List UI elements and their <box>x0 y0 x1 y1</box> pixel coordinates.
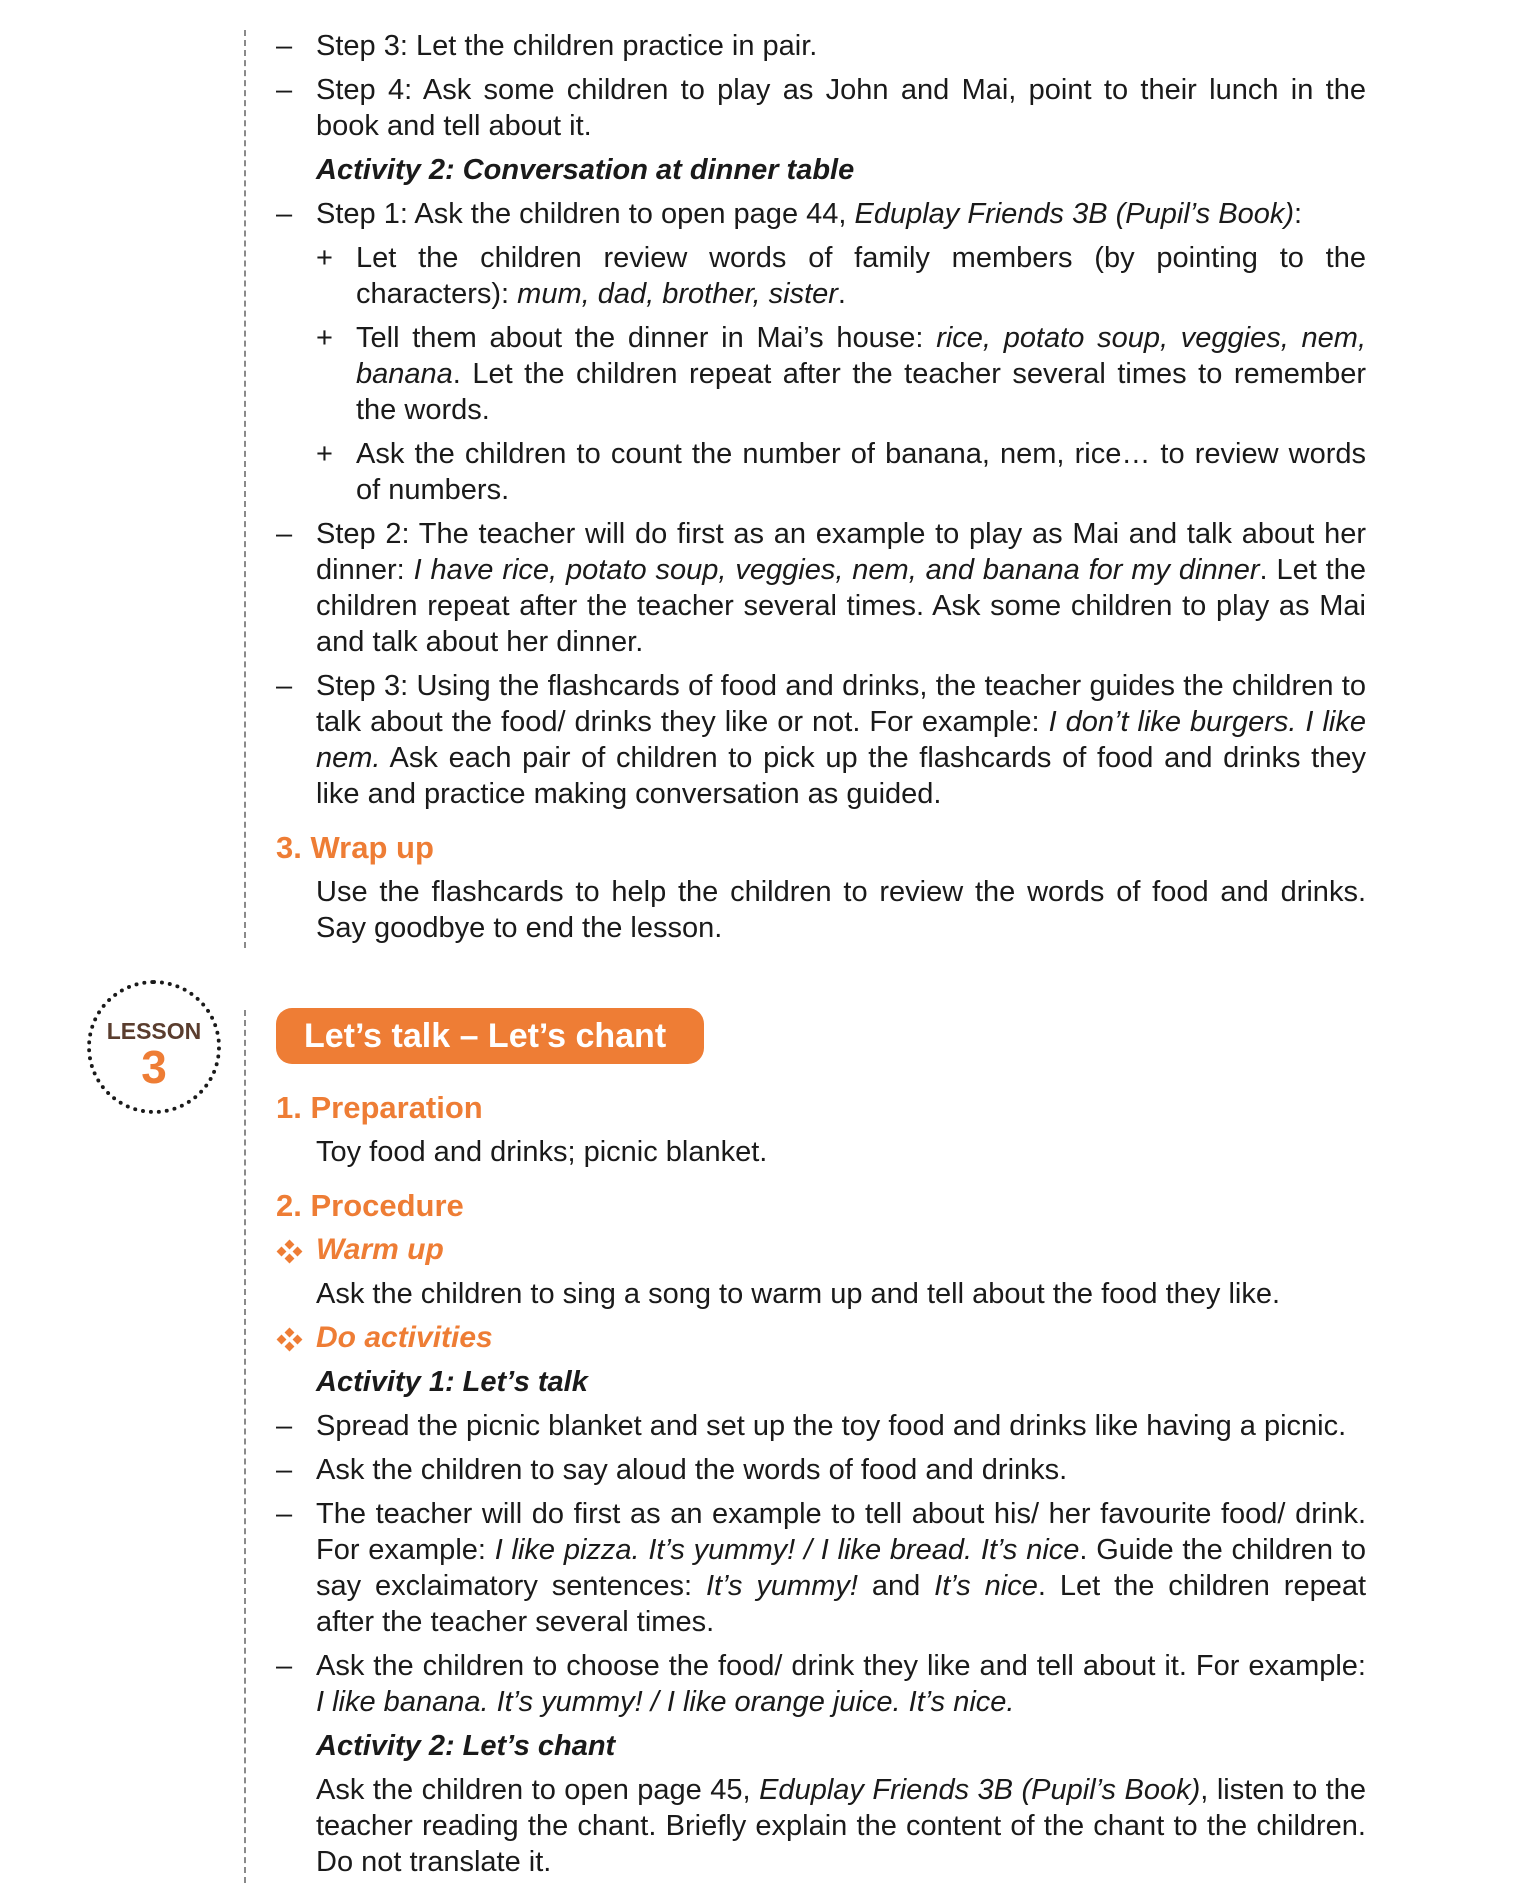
activity-title: Activity 2: Let’s chant <box>316 1730 616 1762</box>
example-words: rice, potato soup, veggies, nem, banana <box>356 322 1367 390</box>
lesson-banner: Let’s talk – Let’s chant <box>276 1008 704 1064</box>
step-text: The teacher will do first as an example to tell about his/ her favourite food/ drink. For example: <box>316 1498 1366 1566</box>
subheading-label: Warm up <box>316 1233 444 1266</box>
sub-list-item <box>276 240 1366 312</box>
page-content <box>276 28 1366 1888</box>
step-text: : <box>1294 198 1303 230</box>
activity-title: Activity 2: Conversation at dinner table <box>316 154 855 186</box>
example-words: mum, dad, brother, sister <box>517 278 838 310</box>
diamond-bullet-icon <box>278 1241 302 1261</box>
example-sentence: I don’t like burgers. I like nem. <box>316 706 1367 774</box>
example-sentence: I have rice, potato soup, veggies, nem, and banana for my dinner <box>413 554 1260 586</box>
lesson-badge-word: LESSON <box>106 1018 202 1044</box>
example-sentence: It’s yummy! <box>705 1570 858 1602</box>
margin-divider-bottom <box>244 1010 246 1883</box>
subheading-warm-up <box>276 1232 1366 1268</box>
margin-divider-top <box>244 30 246 948</box>
dash-marker: – <box>276 670 293 702</box>
activity-title: Activity 1: Let’s talk <box>316 1366 588 1398</box>
step-text: Ask the children to say aloud the words of food and drinks. <box>316 1454 1068 1486</box>
dash-marker: – <box>276 518 293 550</box>
diamond-bullet-icon <box>278 1329 302 1349</box>
subheading-label: Do activities <box>316 1321 493 1354</box>
list-item <box>276 1408 1366 1444</box>
lesson-badge-icon <box>87 980 221 1114</box>
section-heading-wrap-up: 3. Wrap up <box>276 830 434 865</box>
list-item <box>276 1648 1366 1720</box>
example-sentence: It’s nice <box>934 1570 1038 1602</box>
preparation-text: Toy food and drinks; picnic blanket. <box>316 1136 768 1168</box>
step-text: Step 1: Ask the children to open page 44, <box>316 198 855 230</box>
step-text: Step 3: Let the children practice in pair. <box>316 30 818 62</box>
list-item <box>276 1496 1366 1640</box>
step-text: Step 3: Using the flashcards of food and drinks, the teacher guides the children to talk about the food/ drinks they like or not. For example: <box>316 670 1366 738</box>
step-text: Step 4: Ask some children to play as John and Mai, point to their lunch in the book and tell about it. <box>316 74 1366 142</box>
book-title: Eduplay Friends 3B (Pupil’s Book) <box>759 1774 1201 1806</box>
sub-list-item <box>276 436 1366 508</box>
book-title: Eduplay Friends 3B (Pupil’s Book) <box>854 198 1295 230</box>
dash-marker: – <box>276 74 293 106</box>
step-text: and <box>857 1570 935 1602</box>
list-item <box>276 516 1366 660</box>
sub-text: . <box>837 278 846 310</box>
list-item <box>276 196 1366 232</box>
dash-marker: – <box>276 1410 293 1442</box>
step-text: Spread the picnic blanket and set up the toy food and drinks like having a picnic. <box>316 1410 1347 1442</box>
dash-marker: – <box>276 1454 293 1486</box>
sub-text: Let the children review words of family members (by pointing to the characters): <box>356 242 1366 310</box>
chant-instructions <box>276 1772 1366 1880</box>
sub-text: Ask the children to count the number of banana, nem, rice… to review words of numbers. <box>356 438 1366 506</box>
dash-marker: – <box>276 30 293 62</box>
step-text: . Guide the children to say exclaimatory sentences: <box>316 1534 1366 1602</box>
step-text: Ask the children to choose the food/ drink they like and tell about it. For example: <box>316 1650 1366 1682</box>
sub-text: . Let the children repeat after the teacher several times to remember the words. <box>356 358 1366 426</box>
step-text: Ask each pair of children to pick up the flashcards of food and drinks they like and practice making conversation as guided. <box>316 742 1366 810</box>
section-heading-preparation: 1. Preparation <box>276 1090 483 1125</box>
dash-marker: – <box>276 1498 293 1530</box>
step-text: Step 2: The teacher will do first as an example to play as Mai and talk about her dinner: <box>316 518 1366 586</box>
step-text: . Let the children repeat after the teacher several times. Ask some children to play as Mai and talk about her dinner. <box>316 554 1366 658</box>
lesson-badge-number: 3 <box>141 1041 167 1093</box>
list-item <box>276 668 1366 812</box>
dash-marker: – <box>276 1650 293 1682</box>
list-item <box>276 1452 1366 1488</box>
sub-list-item <box>276 320 1366 428</box>
wrap-up-text: Use the flashcards to help the children to review the words of food and drinks. Say goodbye to end the lesson. <box>316 876 1366 944</box>
plus-marker: + <box>316 322 333 354</box>
warm-up-text: Ask the children to sing a song to warm up and tell about the food they like. <box>316 1278 1281 1310</box>
dash-marker: – <box>276 198 293 230</box>
example-sentence: I like banana. It’s yummy! / I like orange juice. It’s nice. <box>316 1686 1015 1718</box>
list-item <box>276 72 1366 144</box>
sub-text: Tell them about the dinner in Mai’s house: <box>356 322 937 354</box>
step-text: Ask the children to open page 45, <box>316 1774 760 1806</box>
step-text: . Let the children repeat after the teacher several times. <box>316 1570 1367 1638</box>
example-sentence: I like pizza. It’s yummy! / I like bread. It’s nice <box>494 1534 1080 1566</box>
section-heading-procedure: 2. Procedure <box>276 1188 464 1223</box>
list-item <box>276 28 1366 64</box>
subheading-do-activities <box>276 1320 1366 1356</box>
step-text: , listen to the teacher reading the chant. Briefly explain the content of the chant to the children. Do not translate it. <box>316 1774 1366 1878</box>
plus-marker: + <box>316 438 333 470</box>
plus-marker: + <box>316 242 333 274</box>
